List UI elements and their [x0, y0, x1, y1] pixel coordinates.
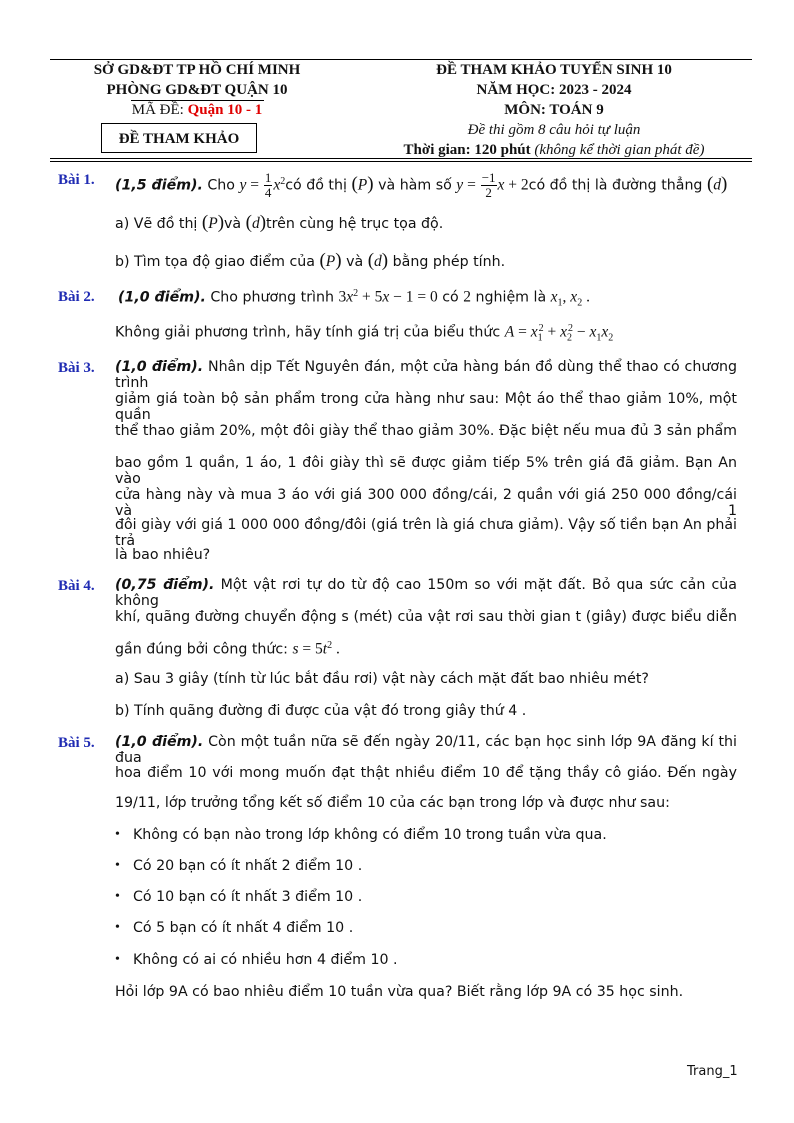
bai1-b: b) Tìm tọa độ giao điểm của (P) và (d) bằng phép tính.: [115, 250, 506, 271]
bai1-b-end: bằng phép tính.: [388, 254, 506, 270]
bullet-dot: •: [115, 858, 120, 873]
exam-note: Đề thi gồm 8 câu hỏi tự luận: [467, 122, 641, 138]
bai4-line3: gần đúng bởi công thức: $s = 5t^2$ .: [115, 640, 340, 658]
time-note: (không kể thời gian phát đề): [534, 142, 705, 158]
bai2-label: Bài 2.: [58, 289, 95, 305]
bai2-t3: nghiệm là: [471, 289, 551, 306]
bai5-label: Bài 5.: [58, 735, 95, 751]
bai3-line4: bao gồm 1 quần, 1 áo, 1 đôi giày thì sẽ được giảm tiếp 5% trên giá đã giảm. Bạn An vào: [115, 455, 737, 487]
bai4-b: b) Tính quãng đường đi được của vật đó trong giây thứ 4 .: [115, 703, 527, 719]
bai4-points: (0,75 điểm).: [115, 577, 215, 593]
bai1-a-end: trên cùng hệ trục tọa độ.: [266, 216, 444, 232]
bai2-points: (1,0 điểm).: [118, 289, 206, 306]
line-d: d: [713, 176, 722, 194]
bai2-t4: Không giải phương trình, hãy tính giá trị của biểu thức: [115, 324, 505, 341]
bai2-line1: (1,0 điểm). Cho phương trình $3x^2 + 5x - 1 = 0$ có 2 nghiệm là $x_1$, $x_2$ .: [118, 288, 590, 309]
header-rule-1: [50, 158, 752, 159]
bai4-l3: gần đúng bởi công thức:: [115, 641, 293, 658]
bai3-line6: đôi giày với giá 1 000 000 đồng/đôi (giá trên là giá chưa giảm). Vậy số tiền bạn An phải trả: [115, 517, 737, 549]
bai1-a: a) Vẽ đồ thị (P)và (d)trên cùng hệ trục tọa độ.: [115, 212, 444, 233]
bai5-bullet-2: Có 20 bạn có ít nhất 2 điểm 10 .: [133, 858, 363, 874]
header-dept: SỞ GD&ĐT TP HỒ CHÍ MINH: [93, 62, 301, 78]
bai3-label: Bài 3.: [58, 360, 95, 376]
bai1-t3: và hàm số: [373, 177, 457, 194]
bai3-points: (1,0 điểm).: [115, 359, 204, 375]
bai1-t2: có đồ thị: [285, 177, 352, 194]
bai4-label: Bài 4.: [58, 578, 95, 594]
bai3-line2: giảm giá toàn bộ sản phẩm trong cửa hàng như sau: Một áo thể thao giảm 10%, một quần: [115, 391, 737, 423]
exam-time: [355, 140, 753, 160]
bai1-a-text: a) Vẽ đồ thị: [115, 216, 202, 232]
bai1-a-and: và: [224, 216, 246, 232]
bai5-bullet-4: Có 5 bạn có ít nhất 4 điểm 10 .: [133, 920, 354, 936]
exam-subject: MÔN: TOÁN 9: [504, 102, 604, 118]
bai4-line1: [115, 577, 737, 609]
graph-P: P: [357, 176, 368, 194]
reference-stamp: ĐỀ THAM KHẢO: [101, 123, 257, 153]
bai3-line1: [115, 359, 737, 391]
fraction-neg-half: $\frac{-1}{2}$: [481, 170, 496, 201]
bai4-a: a) Sau 3 giây (tính từ lúc bắt đầu rơi) vật này cách mặt đất bao nhiêu mét?: [115, 671, 649, 687]
bai5-question: Hỏi lớp 9A có bao nhiêu điểm 10 tuần vừa qua? Biết rằng lớp 9A có 35 học sinh.: [115, 984, 684, 1000]
bai1-b-text: b) Tìm tọa độ giao điểm của: [115, 254, 320, 270]
bai2-two: 2: [463, 288, 471, 306]
code-value: Quận 10 - 1: [187, 102, 263, 118]
code-label: MÃ ĐỀ:: [131, 102, 188, 118]
bai2-line2: Không giải phương trình, hãy tính giá trị của biểu thức $A = x_1^2 + x_2^2 - x_1x_2$: [115, 323, 614, 344]
bai5-l1: Còn một tuần nữa sẽ đến ngày 20/11, các bạn học sinh lớp 9A đăng kí thi đua: [115, 734, 737, 766]
page-number: Trang_1: [687, 1064, 738, 1079]
bai5-line3: 19/11, lớp trưởng tổng kết số điểm 10 của các bạn trong lớp và được như sau:: [115, 795, 670, 811]
bai5-points: (1,0 điểm).: [115, 734, 204, 750]
fraction-one-quarter: $\frac{1}{4}$: [264, 170, 272, 201]
bai5-bullet-1: Không có bạn nào trong lớp không có điểm 10 trong tuần vừa qua.: [133, 827, 607, 843]
bai4-l1: Một vật rơi tự do từ độ cao 150m so với mặt đất. Bỏ qua sức cản của không: [115, 577, 737, 609]
bullet-dot: •: [115, 920, 120, 935]
header-office: PHÒNG GD&ĐT QUẬN 10: [106, 82, 288, 98]
exam-year: NĂM HỌC: 2023 - 2024: [476, 82, 632, 98]
bullet-dot: •: [115, 889, 120, 904]
office-underline: [131, 100, 264, 101]
bai3-line5: cửa hàng này và mua 3 áo với giá 300 000 đồng/cái, 2 quần với giá 250 000 đồng/cái và 1: [115, 487, 737, 519]
bai3-line7: là bao nhiêu?: [115, 547, 211, 563]
bai1-t4: có đồ thị là đường thẳng: [528, 177, 707, 194]
bai5-line1: [115, 734, 737, 766]
header-code: [50, 100, 344, 120]
bai1-points: (1,5 điểm).: [115, 177, 203, 194]
bai1-line1: (1,5 điểm). Cho y = $\frac{1}{4}$ $x^2có$ đồ thị (P) và hàm số y = $\frac{-1}{2}$ x + 2có đồ thị là đường thẳng (d): [115, 170, 728, 201]
bai1-label: Bài 1.: [58, 172, 95, 188]
bai3-l1: Nhân dịp Tết Nguyên đán, một cửa hàng bán đồ dùng thể thao có chương trình: [115, 359, 738, 391]
bai3-line3: thể thao giảm 20%, một đôi giày thể thao giảm 30%. Đặc biệt nếu mua đủ 3 sản phẩm: [115, 423, 737, 439]
bai5-bullet-5: Không có ai có nhiều hơn 4 điểm 10 .: [133, 952, 398, 968]
bai2-t2: có: [437, 289, 464, 306]
bai2-t1: Cho phương trình: [205, 289, 339, 306]
bullet-dot: •: [115, 952, 120, 967]
bai1-b-and: và: [341, 254, 368, 270]
bullet-dot: •: [115, 827, 120, 842]
header-rule-2: [50, 161, 752, 162]
bai1-t1: Cho: [202, 177, 240, 194]
bai5-line2: hoa điểm 10 với mong muốn đạt thật nhiều điểm 10 để tặng thầy cô giáo. Đến ngày: [115, 765, 737, 781]
bai4-line2: khí, quãng đường chuyển động s (mét) của vật rơi sau thời gian t (giây) được biểu diễn: [115, 609, 737, 625]
time-label: Thời gian: 120 phút: [403, 142, 535, 158]
exam-title: ĐỀ THAM KHẢO TUYỂN SINH 10: [436, 62, 672, 78]
bai5-bullet-3: Có 10 bạn có ít nhất 3 điểm 10 .: [133, 889, 363, 905]
